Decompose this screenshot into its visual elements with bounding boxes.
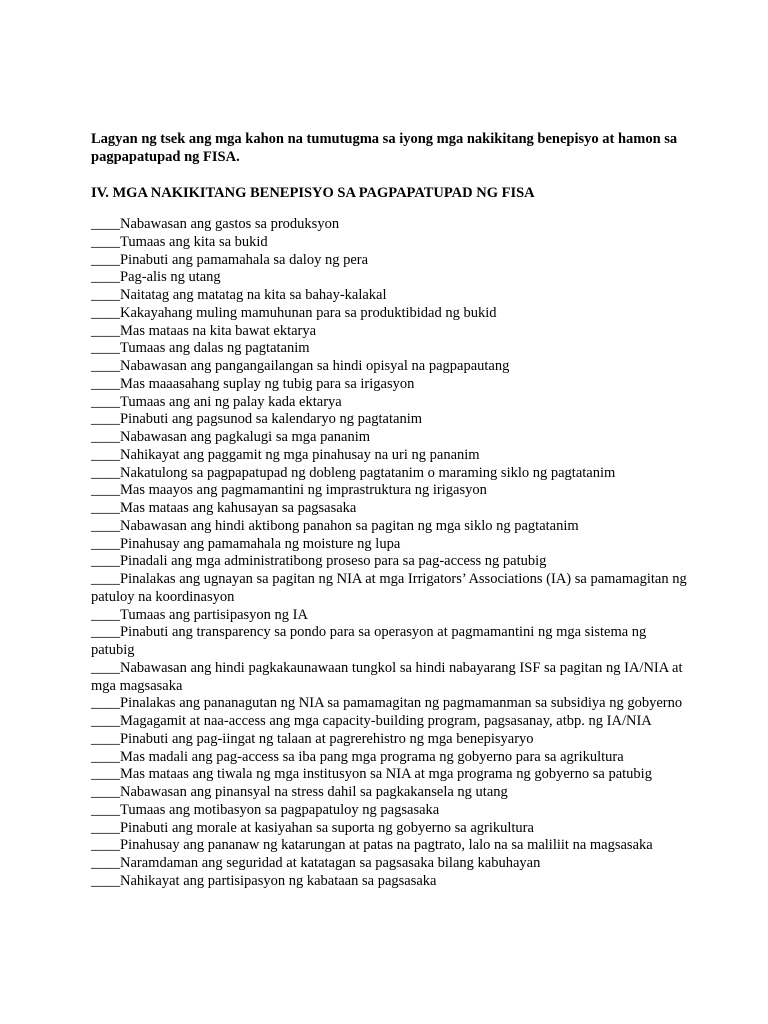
checklist-item (91, 695, 691, 713)
checkbox-blank-line[interactable]: ____ (91, 713, 120, 729)
checklist-item (91, 784, 691, 802)
checklist-item-label: Pinabuti ang morale at kasiyahan sa suporta ng gobyerno sa agrikultura (120, 819, 534, 836)
checklist-item (91, 607, 691, 625)
checklist-item-label: Magagamit at naa-access ang mga capacity-building program, pagsasanay, atbp. ng IA/NIA (120, 713, 652, 729)
checklist-item-label: Pinalakas ang pananagutan ng NIA sa pamamagitan ng pagmamanman sa subsidiya ng gobyerno (120, 695, 683, 712)
checklist-item (91, 340, 691, 358)
checklist-item-label: Pinahusay ang pamamahala ng moisture ng lupa (120, 535, 401, 552)
checklist-item (91, 465, 691, 483)
checkbox-blank-line[interactable]: ____ (91, 606, 120, 623)
checklist-item-label: Pinabuti ang pagsunod sa kalendaryo ng pagtatanim (120, 411, 423, 428)
checkbox-blank-line[interactable]: ____ (91, 535, 120, 552)
checkbox-blank-line[interactable]: ____ (91, 517, 120, 534)
checklist-item-label: Nabawasan ang hindi aktibong panahon sa pagitan ng mga siklo ng pagtatanim (120, 517, 579, 534)
checkbox-blank-line[interactable]: ____ (91, 411, 120, 428)
checklist-item (91, 411, 691, 429)
checklist-item (91, 873, 691, 891)
checklist-item-label: Mas mataas ang tiwala ng mga institusyon sa NIA at mga programa ng gobyerno sa patubig (120, 766, 652, 783)
checklist-item (91, 252, 691, 270)
checklist-item-label: Pag-alis ng utang (120, 269, 221, 286)
checklist-item (91, 837, 691, 855)
checkbox-blank-line[interactable]: ____ (91, 251, 120, 268)
checklist-item (91, 749, 691, 767)
checkbox-blank-line[interactable]: ____ (91, 322, 120, 339)
checkbox-blank-line[interactable]: ____ (91, 358, 120, 374)
checklist-item-label: Pinadali ang mga administratibong proseso para sa pag-access ng patubig (120, 553, 547, 570)
checkbox-blank-line[interactable]: ____ (91, 571, 120, 587)
checkbox-blank-line[interactable]: ____ (91, 269, 120, 286)
checkbox-blank-line[interactable]: ____ (91, 730, 120, 747)
checkbox-blank-line[interactable]: ____ (91, 393, 120, 410)
checklist-item-label: Tumaas ang dalas ng pagtatanim (120, 340, 310, 357)
checklist-item-label: Mas madali ang pag-access sa iba pang mga programa ng gobyerno para sa agrikultura (120, 748, 624, 765)
instructions-text: Lagyan ng tsek ang mga kahon na tumutugma sa iyong mga nakikitang benepisyo at hamon sa pagpapatupad ng FISA. (91, 131, 678, 165)
checklist-item (91, 802, 691, 820)
checkbox-blank-line[interactable]: ____ (91, 216, 120, 232)
checklist-item (91, 660, 691, 696)
checkbox-blank-line[interactable]: ____ (91, 482, 120, 499)
checklist-item (91, 766, 691, 784)
checkbox-blank-line[interactable]: ____ (91, 695, 120, 712)
checkbox-blank-line[interactable]: ____ (91, 429, 120, 445)
checkbox-blank-line[interactable]: ____ (91, 233, 120, 250)
checklist-item-label: Kakayahang muling mamuhunan para sa produktibidad ng bukid (120, 304, 497, 321)
checklist-item-label: Mas mataas na kita bawat ektarya (120, 322, 317, 339)
checkbox-blank-line[interactable]: ____ (91, 304, 120, 321)
checklist-item-label: Tumaas ang kita sa bukid (120, 233, 268, 250)
checklist-item-label: Mas mataas ang kahusayan sa pagsasaka (120, 500, 357, 516)
checklist-item-label: Nahikayat ang partisipasyon ng kabataan sa pagsasaka (120, 872, 437, 889)
checklist-item (91, 820, 691, 838)
checklist-item (91, 571, 691, 607)
checklist-item-label: Pinalakas ang ugnayan sa pagitan ng NIA at mga Irrigators’ Associations (IA) sa pamamagitan ng patuloy na koordinasyon (91, 571, 687, 605)
checklist-item (91, 447, 691, 465)
checklist-item (91, 518, 691, 536)
checkbox-blank-line[interactable]: ____ (91, 340, 120, 357)
checklist-item (91, 713, 691, 731)
checklist-item-label: Pinahusay ang pananaw ng katarungan at patas na pagtrato, lalo na sa maliliit na magsasaka (120, 837, 653, 854)
checklist-item-label: Nahikayat ang paggamit ng mga pinahusay na uri ng pananim (120, 446, 480, 463)
checklist-item (91, 624, 691, 660)
checklist-item-label: Nabawasan ang gastos sa produksyon (120, 216, 340, 232)
checklist-item-label: Tumaas ang partisipasyon ng IA (120, 606, 308, 623)
checkbox-blank-line[interactable]: ____ (91, 464, 120, 481)
checklist-item (91, 429, 691, 447)
checklist-item (91, 482, 691, 500)
checklist-item (91, 394, 691, 412)
checklist-item (91, 323, 691, 341)
checkbox-blank-line[interactable]: ____ (91, 748, 120, 765)
checkbox-blank-line[interactable]: ____ (91, 872, 120, 889)
checklist-item-label: Nakatulong sa pagpapatupad ng dobleng pagtatanim o maraming siklo ng pagtatanim (120, 464, 616, 481)
checklist-item-label: Mas maayos ang pagmamantini ng imprastruktura ng irigasyon (120, 482, 487, 499)
checkbox-blank-line[interactable]: ____ (91, 766, 120, 783)
checklist-item (91, 287, 691, 305)
checklist-item-label: Nabawasan ang pinansyal na stress dahil sa pagkakansela ng utang (120, 784, 508, 800)
checklist-item (91, 855, 691, 873)
checkbox-blank-line[interactable]: ____ (91, 446, 120, 463)
checkbox-blank-line[interactable]: ____ (91, 784, 120, 800)
checklist-item (91, 376, 691, 394)
checklist-item-label: Nabawasan ang hindi pagkakaunawaan tungkol sa hindi nabayarang ISF sa pagitan ng IA/NIA at mga magsasaka (91, 659, 683, 694)
checklist-item-label: Pinabuti ang pamamahala sa daloy ng pera (120, 251, 369, 268)
checklist-item-label: Pinabuti ang pag-iingat ng talaan at pagrerehistro ng mga benepisyaryo (120, 730, 534, 747)
checkbox-blank-line[interactable]: ____ (91, 500, 120, 516)
checklist-item (91, 358, 691, 376)
checkbox-blank-line[interactable]: ____ (91, 553, 120, 570)
checklist-item-label: Naitatag ang matatag na kita sa bahay-kalakal (120, 287, 387, 303)
checklist-item (91, 500, 691, 518)
checklist-item (91, 216, 691, 234)
checkbox-blank-line[interactable]: ____ (91, 624, 120, 641)
checkbox-blank-line[interactable]: ____ (91, 819, 120, 836)
checklist-item-label: Pinabuti ang transparency sa pondo para sa operasyon at pagmamantini ng mga sistema ng patubig (91, 624, 647, 658)
checklist-item (91, 536, 691, 554)
checkbox-blank-line[interactable]: ____ (91, 855, 120, 871)
checklist-item-label: Mas maaasahang suplay ng tubig para sa irigasyon (120, 375, 415, 392)
checklist-item-label: Tumaas ang motibasyon sa pagpapatuloy ng pagsasaka (120, 801, 440, 818)
checklist-item-label: Nabawasan ang pangangailangan sa hindi opisyal na pagpapautang (120, 358, 510, 374)
checkbox-blank-line[interactable]: ____ (91, 837, 120, 854)
checklist-item (91, 305, 691, 323)
benefits-checklist (91, 216, 691, 891)
checklist-item (91, 269, 691, 287)
document-page (91, 130, 691, 891)
checklist-item-label: Naramdaman ang seguridad at katatagan sa pagsasaka bilang kabuhayan (120, 855, 541, 871)
checklist-item-label: Tumaas ang ani ng palay kada ektarya (120, 393, 342, 410)
checklist-item-label: Nabawasan ang pagkalugi sa mga pananim (120, 429, 371, 445)
checkbox-blank-line[interactable]: ____ (91, 801, 120, 818)
checklist-item (91, 731, 691, 749)
checkbox-blank-line[interactable]: ____ (91, 659, 120, 676)
checkbox-blank-line[interactable]: ____ (91, 375, 120, 392)
checkbox-blank-line[interactable]: ____ (91, 287, 120, 303)
section-heading: IV. MGA NAKIKITANG BENEPISYO SA PAGPAPATUPAD NG FISA (91, 185, 535, 201)
checklist-item (91, 553, 691, 571)
checklist-item (91, 234, 691, 252)
